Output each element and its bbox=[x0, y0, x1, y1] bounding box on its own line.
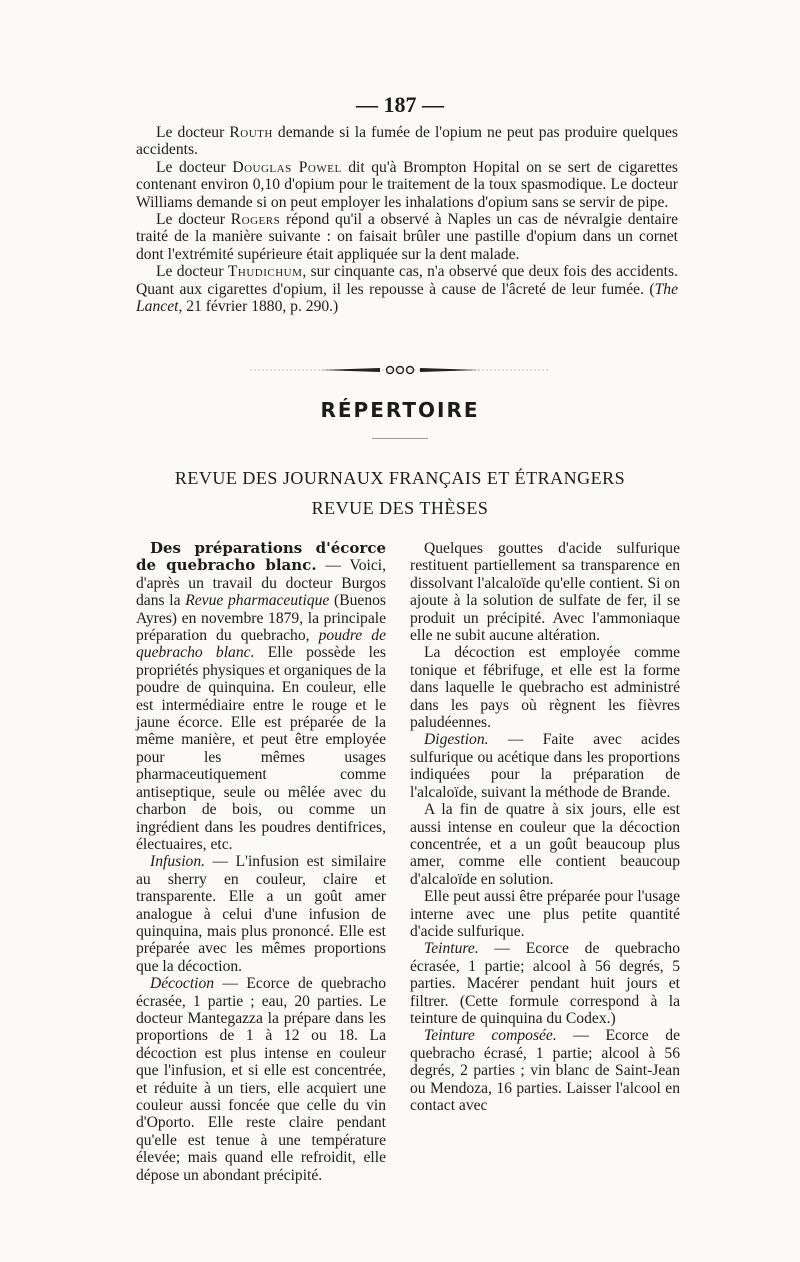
author-name: Thudichum bbox=[227, 263, 303, 281]
subheading-journals: REVUE DES JOURNAUX FRANÇAIS ET ÉTRANGERS bbox=[174, 468, 626, 488]
paragraph-quebracho: Des préparations d'écorce de quebracho blanc. — Voici, d'après un travail du docteur Burgos dans la Revue pharmaceutique (Buenos Ayres) en novembre 1879, la principale préparation du quebracho, poudre de quebracho blanc. Elle possède les propriétés physiques et organiques de la poudre de quinquina. En couleur, elle est intermédiaire entre le rouge et le jaune écorce. Elle est préparée de la même manière, et peut être employée pour les mêmes usages pharmaceutiquement comme antiseptique, seule ou mêlée avec du charbon de bois, ou comme un ingrédient dans les poudres dentifrices, électuaires, etc. bbox=[136, 539, 387, 853]
paragraph-acid: Quelques gouttes d'acide sulfurique restituent partiellement sa transparence en dissolvant l'alcaloïde qu'elle contient. Si on ajoute à la solution de sulfate de fer, il se produit un précipité. Avec l'ammoniaque elle ne subit aucune altération. bbox=[410, 540, 680, 645]
paragraph-duration: A la fin de quatre à six jours, elle est aussi intense en couleur que la décoction concentrée, et a un goût beaucoup plus amer, comme elle contient beaucoup d'alcaloïde en solution. bbox=[410, 801, 680, 888]
paragraph-compound-tincture: Teinture composée. — Ecorce de quebracho écrasé, 1 partie; alcool à 56 degrés, 2 parties ; vin blanc de Saint-Jean ou Mendoza, 16 parties. Laisser l'alcool en contact avec bbox=[410, 1027, 680, 1114]
paragraph-tonic: La décoction est employée comme tonique et fébrifuge, et elle est la forme dans laquelle le quebracho est administré dans les pays où règnent les fièvres paludéennes. bbox=[410, 644, 680, 732]
paragraph-internal: Elle peut aussi être préparée pour l'usage interne avec une plus petite quantité d'acide sulfurique. bbox=[410, 888, 680, 940]
ornament-divider bbox=[250, 364, 550, 376]
source-title: The Lancet bbox=[136, 280, 678, 316]
paragraph-routh: Le docteur Routh demande si la fumée de l'opium ne peut pas produire quelques accidents. bbox=[136, 124, 678, 159]
page-number: — 187 — bbox=[356, 92, 444, 117]
left-column bbox=[136, 540, 386, 1184]
subheading-theses: REVUE DES THÈSES bbox=[311, 498, 489, 518]
right-column bbox=[410, 540, 680, 1114]
discussion-block bbox=[136, 124, 678, 315]
paragraph-thudichum: Le docteur Thudichum, sur cinquante cas, n'a observé que deux fois des accidents. Quant aux cigarettes d'opium, il les repousse à cause de l'âcreté de leur fumée. (The Lancet, 21 février 1880, p. 290.) bbox=[136, 263, 678, 316]
paragraph-powel: Le docteur Douglas Powel dit qu'à Brompton Hopital on se sert de cigarettes contenant environ 0,10 d'opium pour le traitement de la toux spasmodique. Le docteur Williams demande si on peut employer les inhalations d'opium sans se servir de pipe. bbox=[136, 158, 678, 211]
paragraph-digestion: Digestion. — Faite avec acides sulfurique ou acétique dans les proportions indiquées pour la préparation de l'alcaloïde, suivant la méthode de Brande. bbox=[410, 731, 680, 801]
paragraph-tincture: Teinture. — Ecorce de quebracho écrasée, 1 partie; alcool à 56 degrés, 5 parties. Macérer pendant huit jours et filtrer. (Cette formule correspond à la teinture de quinquina du Codex.) bbox=[410, 940, 680, 1027]
heading-rule bbox=[372, 438, 428, 439]
author-name: Douglas Powel bbox=[232, 158, 342, 176]
paragraph-rogers: Le docteur Rogers répond qu'il a observé à Naples un cas de névralgie dentaire traité de la manière suivante : on faisait brûler une pastille d'opium dans un cornet dont l'extrémité supérieure était appliquée sur la dent malade. bbox=[136, 211, 678, 263]
section-heading: RÉPERTOIRE bbox=[320, 398, 480, 422]
article-title: Des préparations d'écorce de quebracho blanc. bbox=[136, 539, 386, 575]
paragraph-infusion: Infusion. — L'infusion est similaire au sherry en couleur, claire et transparente. Elle a un goût amer analogue à celui d'une infusion de quinquina, mais plus prononcé. Elle est préparée avec les mêmes proportions que la décoction. bbox=[136, 853, 386, 975]
author-name: Rogers bbox=[230, 211, 281, 229]
author-name: Routh bbox=[229, 124, 273, 141]
paragraph-decoction: Décoction — Ecorce de quebracho écrasée, 1 partie ; eau, 20 parties. Le docteur Mantegazza la prépare dans les proportions de 1 à 12 ou 18. La décoction est plus intense en couleur que l'infusion, et si elle est concentrée, et réduite à un tiers, elle acquiert une couleur aussi foncée que celle du vin d'Oporto. Elle reste claire pendant qu'elle est tenue à une température élevée; mais quand elle refroidit, elle dépose un abondant précipité. bbox=[136, 975, 386, 1184]
